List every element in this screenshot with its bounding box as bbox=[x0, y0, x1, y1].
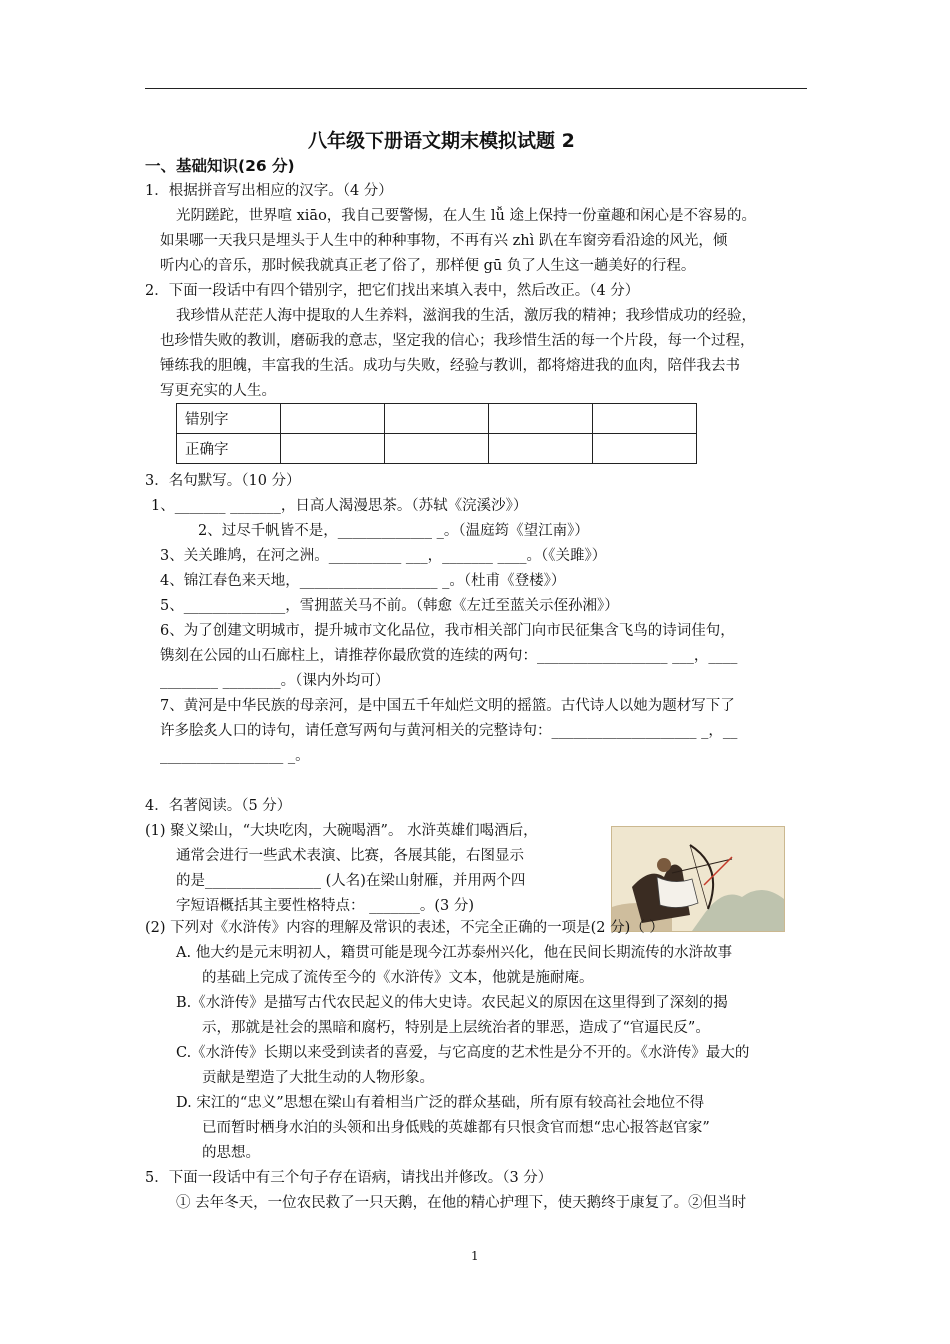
option-d-line: 已而暂时栖身水泊的头领和出身低贱的英雄都有只恨贪官而想“忠心报答赵官家” bbox=[202, 1120, 710, 1136]
q2-line: 也珍惜失败的教训，磨砺我的意志，坚定我的信心；我珍惜生活的每一个片段，每一个过程， bbox=[160, 333, 755, 349]
q3-item6-line: ________ ________。（课内外均可） bbox=[160, 673, 390, 689]
q5-line: ① 去年冬天，一位农民救了一只天鹅，在他的精心护理下，使天鹅终于康复了。②但当时 bbox=[176, 1195, 747, 1211]
answer-cell[interactable] bbox=[385, 434, 489, 464]
q3-item: 2、过尽千帆皆不是，_____________ _。（温庭筠《望江南》） bbox=[198, 523, 589, 539]
q2-line: 我珍惜从茫茫人海中提取的人生养料，滋润我的生活，激厉我的精神；我珍惜成功的经验， bbox=[176, 308, 756, 324]
q1-line: 听内心的音乐，那时候我就真正老了俗了，那样便 gū 负了人生这一趟美好的行程。 bbox=[160, 258, 696, 274]
section-heading: 一、基础知识(26 分) bbox=[145, 157, 295, 175]
q3-item: 3、关关雎鸠，在河之洲。__________ ___，_______ ____。（《关雎》） bbox=[160, 548, 607, 564]
q3-item7-line: 许多脍炙人口的诗句，请任意写两句与黄河相关的完整诗句：____________________ _，__ bbox=[160, 723, 738, 739]
q3-stem: 3．名句默写。（10 分） bbox=[145, 473, 301, 489]
archer-illustration-icon bbox=[612, 827, 784, 931]
table-row bbox=[177, 404, 697, 434]
option-d-line: 的思想。 bbox=[202, 1145, 260, 1161]
answer-cell[interactable] bbox=[489, 404, 593, 434]
q3-item6-line: 镌刻在公园的山石廊柱上，请推荐你最欣赏的连续的两句：__________________ ___，____ bbox=[160, 648, 738, 664]
q2-line: 锤练我的胆魄，丰富我的生活。成功与失败，经验与教训，都将熔进我的血肉，陪伴我去书 bbox=[160, 358, 740, 374]
q4-p1-line: (1) 聚义梁山，“大块吃肉，大碗喝酒”。 水浒英雄们喝酒后， bbox=[145, 823, 538, 839]
option-c-line: 贡献是塑造了大批生动的人物形象。 bbox=[202, 1070, 434, 1086]
option-a-line: A. 他大约是元末明初人，籍贯可能是现今江苏泰州兴化，他在民间长期流传的水浒故事 bbox=[176, 945, 733, 961]
answer-cell[interactable] bbox=[489, 434, 593, 464]
q4-stem: 4．名著阅读。（5 分） bbox=[145, 798, 292, 814]
option-a-line: 的基础上完成了流传至今的《水浒传》文本，他就是施耐庵。 bbox=[202, 970, 594, 986]
q4-p1-line: 的是________________ (人名)在梁山射雁，并用两个四 bbox=[176, 873, 526, 889]
q3-item: 1、_______ _______，日高人渴漫思茶。（苏轼《浣溪沙》） bbox=[151, 498, 528, 514]
option-b-line: 示，那就是社会的黑暗和腐朽，特别是上层统治者的罪恶，造成了“官逼民反”。 bbox=[202, 1020, 710, 1036]
archer-painting bbox=[611, 826, 785, 932]
q3-item7-line: _________________ _。 bbox=[160, 748, 310, 764]
q2-stem: 2．下面一段话中有四个错别字，把它们找出来填入表中，然后改正。（4 分） bbox=[145, 283, 640, 299]
page-number: 1 bbox=[471, 1249, 479, 1263]
answer-cell[interactable] bbox=[385, 404, 489, 434]
answer-cell[interactable] bbox=[281, 434, 385, 464]
q2-line: 写更充实的人生。 bbox=[160, 383, 276, 399]
q1-line: 光阴蹉跎，世界喧 xiāo，我自己要警惕，在人生 lǚ 途上保持一份童趣和闲心是不容易的。 bbox=[176, 208, 756, 224]
header-rule bbox=[145, 88, 807, 89]
q3-item: 4、锦江春色来天地，___________________ _。（杜甫《登楼》） bbox=[160, 573, 566, 589]
q5-stem: 5．下面一段话中有三个句子存在语病，请找出并修改。（3 分） bbox=[145, 1170, 553, 1186]
answer-cell[interactable] bbox=[593, 434, 697, 464]
typo-table bbox=[176, 403, 697, 464]
q3-item: 5、______________，雪拥蓝关马不前。（韩愈《左迁至蓝关示侄孙湘》） bbox=[160, 598, 619, 614]
q4-p1-line: 字短语概括其主要性格特点： _______。(3 分) bbox=[176, 898, 475, 914]
q3-item6-line: 6、为了创建文明城市，提升城市文化品位，我市相关部门向市民征集含飞鸟的诗词佳句， bbox=[160, 623, 735, 639]
q1-stem: 1．根据拼音写出相应的汉字。（4 分） bbox=[145, 183, 393, 199]
option-d-line: D. 宋江的“忠义”思想在梁山有着相当广泛的群众基础，所有原有较高社会地位不得 bbox=[176, 1095, 705, 1111]
option-b-line: B.《水浒传》是描写古代农民起义的伟大史诗。农民起义的原因在这里得到了深刻的揭 bbox=[176, 995, 728, 1011]
q4-p2-stem: (2) 下列对《水浒传》内容的理解及常识的表述，不完全正确的一项是(2 分)（ ） bbox=[145, 920, 664, 936]
table-row-label: 正确字 bbox=[177, 434, 281, 464]
q4-p1-line: 通常会进行一些武术表演、比赛，各展其能，右图显示 bbox=[176, 848, 524, 864]
table-row bbox=[177, 434, 697, 464]
q1-line: 如果哪一天我只是埋头于人生中的种种事物，不再有兴 zhì 趴在车窗旁看沿途的风光，倾 bbox=[160, 233, 728, 249]
answer-cell[interactable] bbox=[593, 404, 697, 434]
page-title: 八年级下册语文期末模拟试题 2 bbox=[308, 130, 575, 152]
option-c-line: C.《水浒传》长期以来受到读者的喜爱，与它高度的艺术性是分不开的。《水浒传》最大的 bbox=[176, 1045, 750, 1061]
answer-cell[interactable] bbox=[281, 404, 385, 434]
table-row-label: 错别字 bbox=[177, 404, 281, 434]
q3-item7-line: 7、黄河是中华民族的母亲河，是中国五千年灿烂文明的摇篮。古代诗人以她为题材写下了 bbox=[160, 698, 735, 714]
